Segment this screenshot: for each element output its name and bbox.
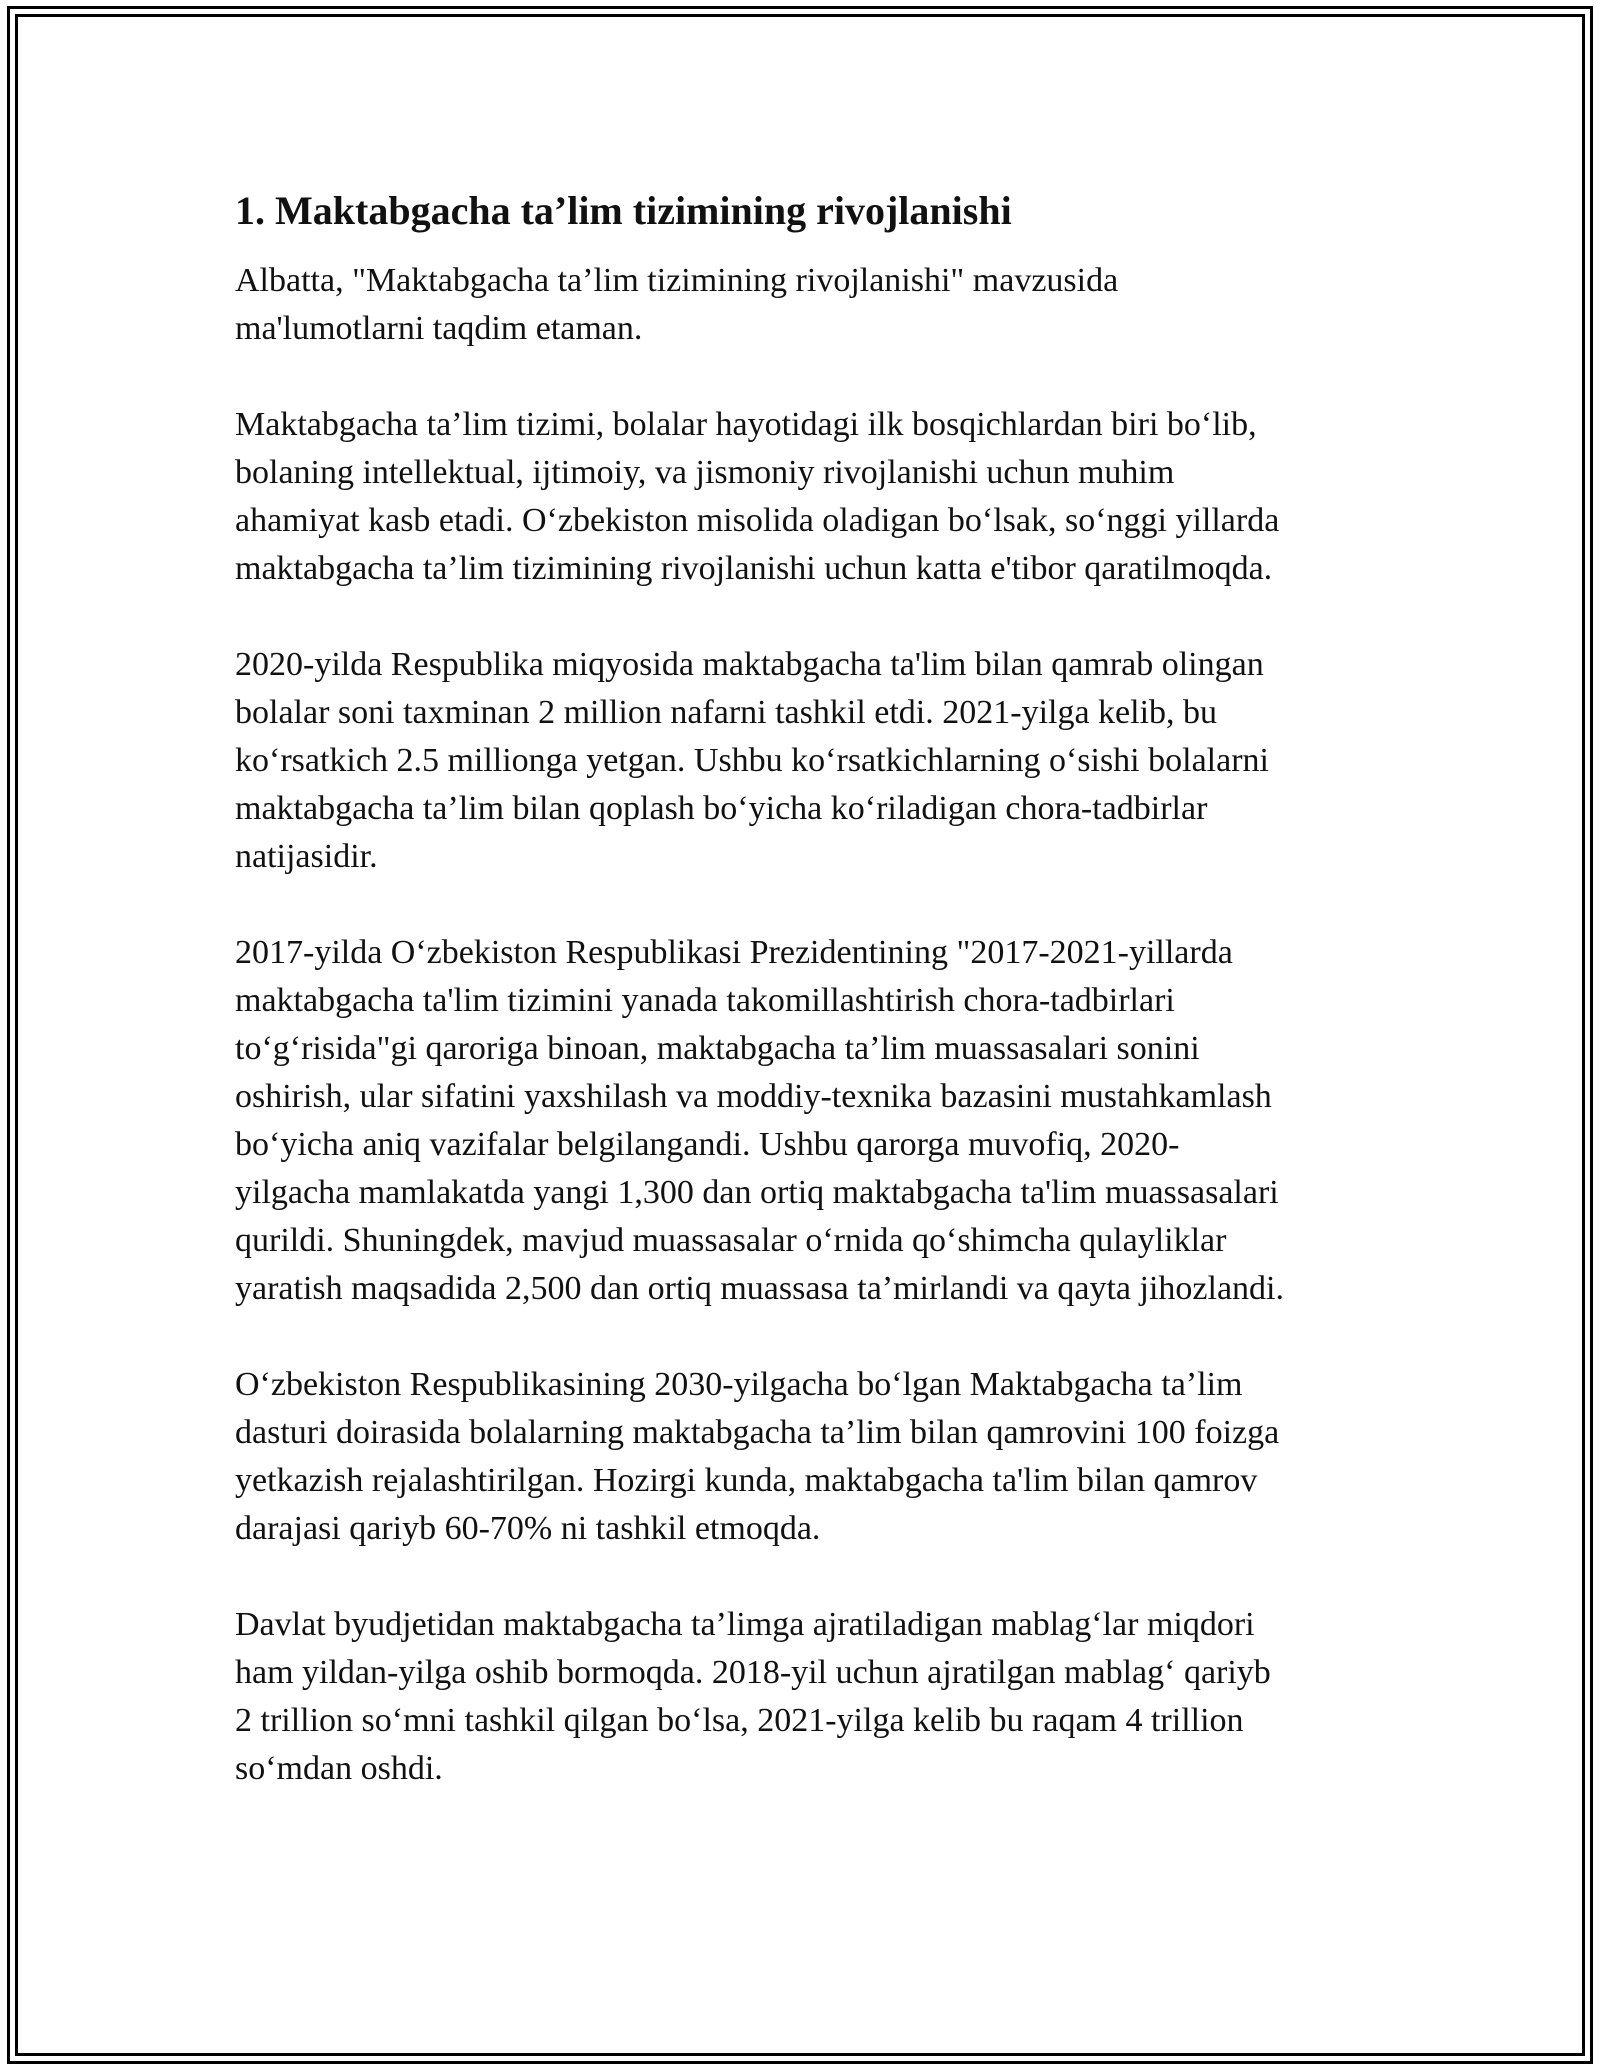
paragraph-line: so‘mdan oshdi. — [235, 1750, 443, 1787]
paragraph-line: maktabgacha ta’lim tizimining rivojlanishi uchun katta e'tibor qaratilmoqda. — [235, 550, 1273, 587]
paragraph-overview — [235, 401, 1385, 593]
paragraph-coverage-statistics — [235, 641, 1385, 881]
paragraph-2030-program — [235, 1361, 1385, 1553]
paragraph-line: Maktabgacha ta’lim tizimi, bolalar hayotidagi ilk bosqichlardan biri bo‘lib, — [235, 406, 1257, 443]
paragraph-line: Albatta, "Maktabgacha ta’lim tizimining rivojlanishi" mavzusida — [235, 262, 1119, 299]
paragraph-line: ko‘rsatkich 2.5 millionga yetgan. Ushbu ko‘rsatkichlarning o‘sishi bolalarni — [235, 742, 1269, 779]
paragraph-line: bo‘yicha aniq vazifalar belgilangandi. Ushbu qarorga muvofiq, 2020- — [235, 1126, 1180, 1163]
paragraph-line: dasturi doirasida bolalarning maktabgacha ta’lim bilan qamrovini 100 foizga — [235, 1414, 1280, 1451]
paragraph-line: oshirish, ular sifatini yaxshilash va moddiy-texnika bazasini mustahkamlash — [235, 1078, 1272, 1115]
paragraph-line: ham yildan-yilga oshib bormoqda. 2018-yil uchun ajratilgan mablag‘ qariyb — [235, 1654, 1271, 1691]
paragraph-line: maktabgacha ta'lim tizimini yanada takomillashtirish chora-tadbirlari — [235, 982, 1175, 1019]
paragraph-line: darajasi qariyb 60-70% ni tashkil etmoqda. — [235, 1510, 821, 1547]
paragraph-line: bolalar soni taxminan 2 million nafarni tashkil etdi. 2021-yilga kelib, bu — [235, 694, 1218, 731]
paragraph-line: O‘zbekiston Respublikasining 2030-yilgacha bo‘lgan Maktabgacha ta’lim — [235, 1366, 1243, 1403]
paragraph-presidential-decree — [235, 929, 1385, 1313]
document-title: 1. Maktabgacha ta’lim tizimining rivojlanishi — [235, 188, 1012, 233]
paragraph-line: yilgacha mamlakatda yangi 1,300 dan ortiq maktabgacha ta'lim muassasalari — [235, 1174, 1279, 1211]
paragraph-line: 2 trillion so‘mni tashkil qilgan bo‘lsa, 2021-yilga kelib bu raqam 4 trillion — [235, 1702, 1244, 1739]
paragraph-line: ma'lumotlarni taqdim etaman. — [235, 310, 643, 347]
paragraph-intro — [235, 257, 1385, 353]
paragraph-line: ahamiyat kasb etadi. O‘zbekiston misolida oladigan bo‘lsak, so‘nggi yillarda — [235, 502, 1280, 539]
paragraph-line: maktabgacha ta’lim bilan qoplash bo‘yicha ko‘riladigan chora-tadbirlar — [235, 790, 1208, 827]
paragraph-line: 2017-yilda O‘zbekiston Respublikasi Prezidentining "2017-2021-yillarda — [235, 934, 1233, 971]
paragraph-line: to‘g‘risida"gi qaroriga binoan, maktabgacha ta’lim muassasalari sonini — [235, 1030, 1200, 1067]
paragraph-line: 2020-yilda Respublika miqyosida maktabgacha ta'lim bilan qamrab olingan — [235, 646, 1264, 683]
paragraph-line: yetkazish rejalashtirilgan. Hozirgi kunda, maktabgacha ta'lim bilan qamrov — [235, 1462, 1258, 1499]
document-body — [235, 185, 1385, 1841]
paragraph-state-budget — [235, 1601, 1385, 1793]
paragraph-line: yaratish maqsadida 2,500 dan ortiq muassasa ta’mirlandi va qayta jihozlandi. — [235, 1270, 1284, 1307]
paragraph-line: Davlat byudjetidan maktabgacha ta’limga ajratiladigan mablag‘lar miqdori — [235, 1606, 1255, 1643]
paragraph-line: bolaning intellektual, ijtimoiy, va jismoniy rivojlanishi uchun muhim — [235, 454, 1175, 491]
paragraph-line: natijasidir. — [235, 838, 378, 875]
paragraph-line: qurildi. Shuningdek, mavjud muassasalar o‘rnida qo‘shimcha qulayliklar — [235, 1222, 1227, 1259]
